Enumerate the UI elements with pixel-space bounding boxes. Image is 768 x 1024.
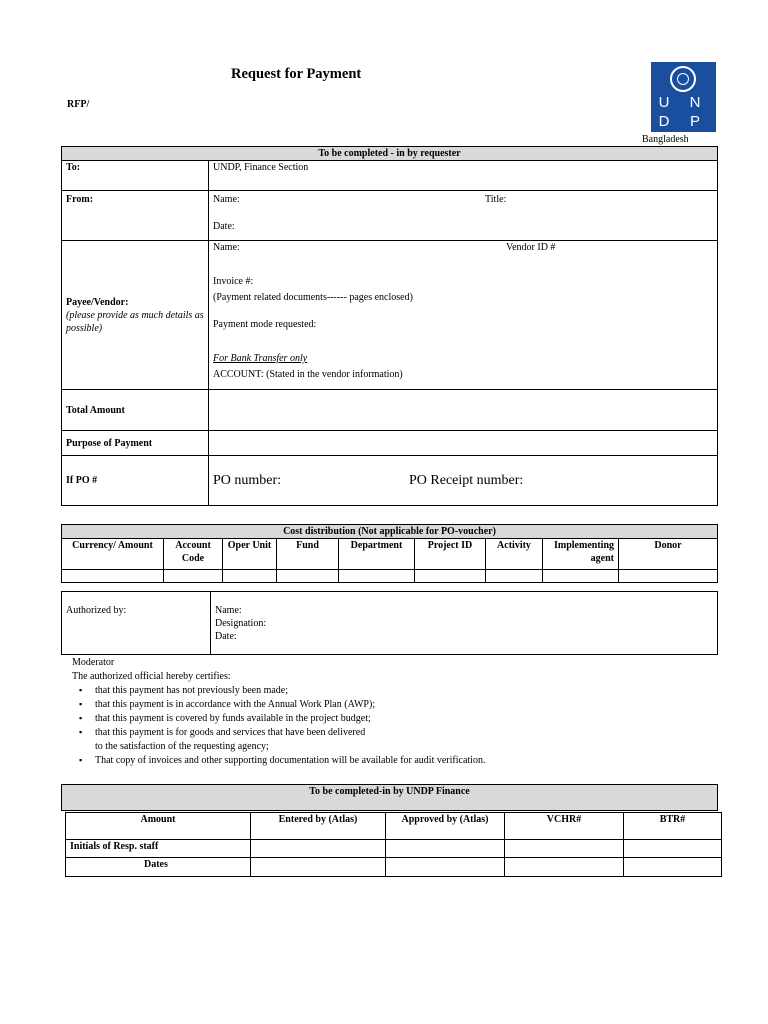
certification-item: ▪ that this payment is covered by funds available in the project budget;: [71, 712, 691, 726]
invoice-label: Invoice #:: [213, 276, 254, 287]
authorization-cell: [211, 592, 718, 655]
authorized-by-label: Authorized by:: [62, 592, 211, 655]
col-project-id: Project ID: [415, 539, 486, 570]
finance-cell[interactable]: [505, 858, 624, 877]
auth-designation: Designation:: [215, 618, 267, 629]
payment-mode: Payment mode requested:: [213, 319, 317, 330]
finance-cell[interactable]: [624, 858, 722, 877]
col-activity: Activity: [486, 539, 543, 570]
logo-country: Bangladesh: [642, 134, 689, 145]
purpose-label: Purpose of Payment: [62, 431, 209, 456]
col-fund: Fund: [277, 539, 339, 570]
logo-letter-n: N: [689, 94, 701, 111]
col-oper-unit: Oper Unit: [223, 539, 277, 570]
logo-letter-p: P: [689, 113, 700, 130]
finance-cell[interactable]: [386, 858, 505, 877]
cost-cell[interactable]: [543, 570, 619, 583]
cost-cell[interactable]: [339, 570, 415, 583]
finance-cell[interactable]: [505, 840, 624, 858]
payment-docs: (Payment related documents------ pages enclosed): [213, 292, 413, 303]
payee-vendor-id: Vendor ID #: [506, 242, 556, 253]
to-label: To:: [62, 161, 209, 191]
fin-col-amount: Amount: [66, 813, 251, 840]
cost-cell[interactable]: [223, 570, 277, 583]
po-cell: [209, 456, 718, 506]
fin-col-vchr: VCHR#: [505, 813, 624, 840]
from-cell: [209, 191, 718, 241]
logo-letter-u: U: [658, 94, 670, 111]
po-number-label: PO number:: [213, 472, 282, 488]
po-label: If PO #: [62, 456, 209, 506]
col-department: Department: [339, 539, 415, 570]
payee-name: Name:: [213, 242, 240, 253]
bank-transfer-note: For Bank Transfer only: [213, 353, 308, 364]
certification-list: [71, 684, 691, 768]
certification-intro: The authorized official hereby certifies:: [72, 671, 231, 682]
payee-cell: [209, 241, 718, 390]
certification-item: ▪ that this payment is for goods and services that have been delivered: [71, 726, 691, 740]
fin-row-dates: Dates: [66, 858, 251, 877]
logo-letter-d: D: [658, 113, 670, 130]
purpose-value[interactable]: [209, 431, 718, 456]
col-account-code: Account Code: [164, 539, 223, 570]
certification-item: ▪ That copy of invoices and other supporting documentation will be available for audit verification.: [71, 754, 691, 768]
finance-cell[interactable]: [251, 840, 386, 858]
page-title: Request for Payment: [231, 66, 362, 82]
rfp-label: RFP/: [67, 99, 90, 110]
from-name: Name:: [213, 194, 240, 205]
payee-label-cell: [62, 241, 209, 390]
requester-heading: To be completed - in by requester: [62, 147, 718, 161]
payee-label: Payee/Vendor:: [66, 296, 129, 308]
total-amount-label: Total Amount: [62, 390, 209, 431]
auth-date: Date:: [215, 631, 237, 642]
finance-cell[interactable]: [386, 840, 505, 858]
undp-logo: [651, 62, 716, 132]
account-label: ACCOUNT: (Stated in the vendor information): [213, 369, 403, 380]
cost-cell[interactable]: [415, 570, 486, 583]
from-label: From:: [62, 191, 209, 241]
col-donor: Donor: [619, 539, 718, 570]
cost-cell[interactable]: [486, 570, 543, 583]
authorization-table: [61, 591, 718, 655]
cost-cell[interactable]: [619, 570, 718, 583]
fin-col-approved-by: Approved by (Atlas): [386, 813, 505, 840]
finance-table: [65, 812, 722, 877]
certification-item: ▪ that this payment has not previously been made;: [71, 684, 691, 698]
payee-note: (please provide as much details as possible): [66, 309, 204, 334]
certification-item-continuation: to the satisfaction of the requesting agency;: [95, 741, 269, 752]
fin-col-entered-by: Entered by (Atlas): [251, 813, 386, 840]
cost-cell[interactable]: [62, 570, 164, 583]
finance-heading: To be completed-in by UNDP Finance: [61, 784, 718, 811]
cost-cell[interactable]: [164, 570, 223, 583]
certification-item: ▪ that this payment is in accordance with the Annual Work Plan (AWP);: [71, 698, 691, 712]
from-title: Title:: [485, 194, 507, 205]
finance-cell[interactable]: [251, 858, 386, 877]
to-value: UNDP, Finance Section: [209, 161, 718, 191]
cost-cell[interactable]: [277, 570, 339, 583]
finance-cell[interactable]: [624, 840, 722, 858]
fin-row-initials: Initials of Resp. staff: [66, 840, 251, 858]
auth-name: Name:: [215, 605, 242, 616]
moderator-label: Moderator: [72, 657, 115, 668]
un-emblem-icon: [670, 66, 696, 92]
col-currency: Currency/ Amount: [62, 539, 164, 570]
cost-distribution-table: [61, 524, 718, 583]
total-amount-value[interactable]: [209, 390, 718, 431]
requester-table: [61, 146, 718, 506]
cost-distribution-heading: Cost distribution (Not applicable for PO-voucher): [62, 525, 718, 539]
po-receipt-label: PO Receipt number:: [409, 473, 524, 488]
from-date: Date:: [213, 221, 235, 232]
fin-col-btr: BTR#: [624, 813, 722, 840]
col-implementing-agent: Implementing agent: [543, 539, 619, 570]
